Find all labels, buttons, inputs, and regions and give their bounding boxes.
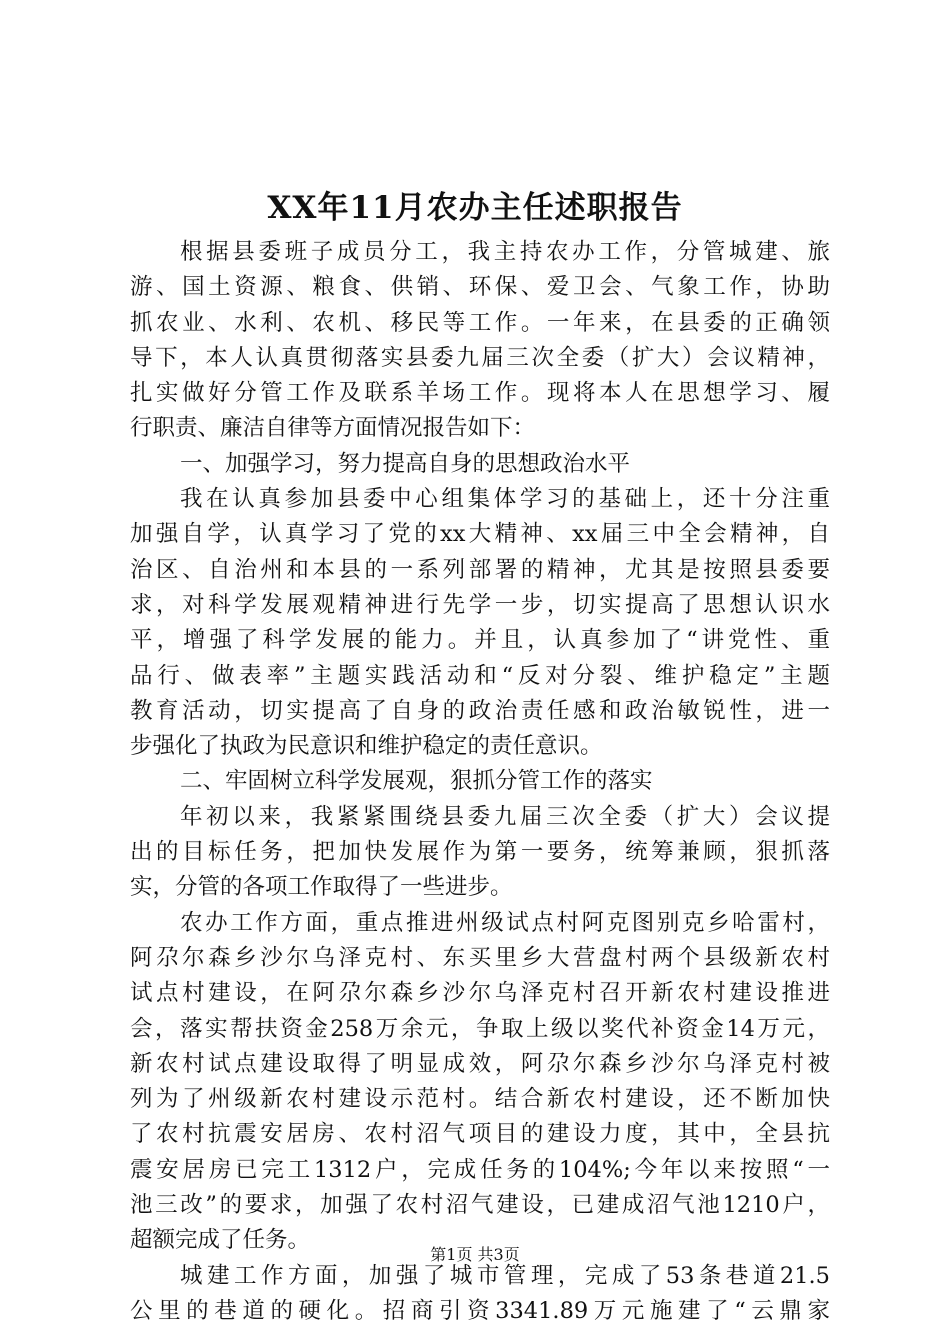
text-line: 新农村试点建设取得了明显成效，阿尕尔森乡沙尔乌泽克村被 (130, 1050, 830, 1077)
text-line: 阿尕尔森乡沙尔乌泽克村、东买里乡大营盘村两个县级新农村 (130, 944, 830, 971)
text-line: 根据县委班子成员分工，我主持农办工作，分管城建、旅 (180, 239, 830, 265)
text-line: 农办工作方面，重点推进州级试点村阿克图别克乡哈雷村， (180, 909, 830, 936)
text-line: 会，落实帮扶资金258万余元，争取上级以奖代补资金14万元， (130, 1015, 830, 1042)
text-line: 游、国土资源、粮食、供销、环保、爱卫会、气象工作，协助 (130, 274, 830, 301)
text-line: 城建工作方面，加强了城市管理，完成了53条巷道21.5 (180, 1262, 830, 1289)
text-line: 超额完成了任务。 (130, 1227, 311, 1254)
text-line: 平，增强了科学发展的能力。并且，认真参加了“讲党性、重 (130, 627, 830, 654)
text-line: 治区、自治州和本县的一系列部署的精神，尤其是按照县委要 (130, 556, 830, 583)
document-title: XX年11月农办主任述职报告 (267, 190, 683, 226)
text-line: 出的目标任务，把加快发展作为第一要务，统筹兼顾，狠抓落 (130, 839, 830, 866)
text-line: 加强自学，认真学习了党的xx大精神、xx届三中全会精神，自 (130, 521, 830, 548)
text-line: 二、牢固树立科学发展观，狠抓分管工作的落实 (180, 768, 653, 795)
text-line: 扎实做好分管工作及联系羊场工作。现将本人在思想学习、履 (130, 380, 830, 407)
page-footer: 第1页 共3页 (430, 1245, 520, 1264)
text-line: 实，分管的各项工作取得了一些进步。 (130, 874, 513, 901)
text-line: 一、加强学习，努力提高自身的思想政治水平 (180, 450, 631, 477)
document-body (130, 235, 850, 1329)
text-line: 行职责、廉洁自律等方面情况报告如下： (130, 415, 536, 442)
text-line: 列为了州级新农村建设示范村。结合新农村建设，还不断加快 (130, 1086, 830, 1113)
text-line: 导下，本人认真贯彻落实县委九届三次全委（扩大）会议精神， (130, 344, 830, 371)
text-line: 步强化了执政为民意识和维护稳定的责任意识。 (130, 733, 603, 760)
text-line: 公里的巷道的硬化。招商引资3341.89万元施建了“云鼎家 (130, 1297, 830, 1324)
text-line: 品行、做表率”主题实践活动和“反对分裂、维护稳定”主题 (130, 662, 830, 689)
text-line: 求，对科学发展观精神进行先学一步，切实提高了思想认识水 (130, 591, 830, 618)
text-line: 年初以来，我紧紧围绕县委九届三次全委（扩大）会议提 (180, 803, 830, 830)
text-line: 池三改”的要求，加强了农村沼气建设，已建成沼气池1210户， (130, 1192, 830, 1219)
text-line: 抓农业、水利、农机、移民等工作。一年来，在县委的正确领 (130, 309, 830, 336)
text-line: 震安居房已完工1312户，完成任务的104%;今年以来按照“一 (130, 1156, 830, 1183)
text-line: 了农村抗震安居房、农村沼气项目的建设力度，其中，全县抗 (130, 1121, 830, 1148)
text-line: 教育活动，切实提高了自身的政治责任感和政治敏锐性，进一 (130, 697, 830, 724)
text-line: 我在认真参加县委中心组集体学习的基础上，还十分注重 (180, 486, 830, 513)
text-line: 试点村建设，在阿尕尔森乡沙尔乌泽克村召开新农村建设推进 (130, 980, 830, 1007)
